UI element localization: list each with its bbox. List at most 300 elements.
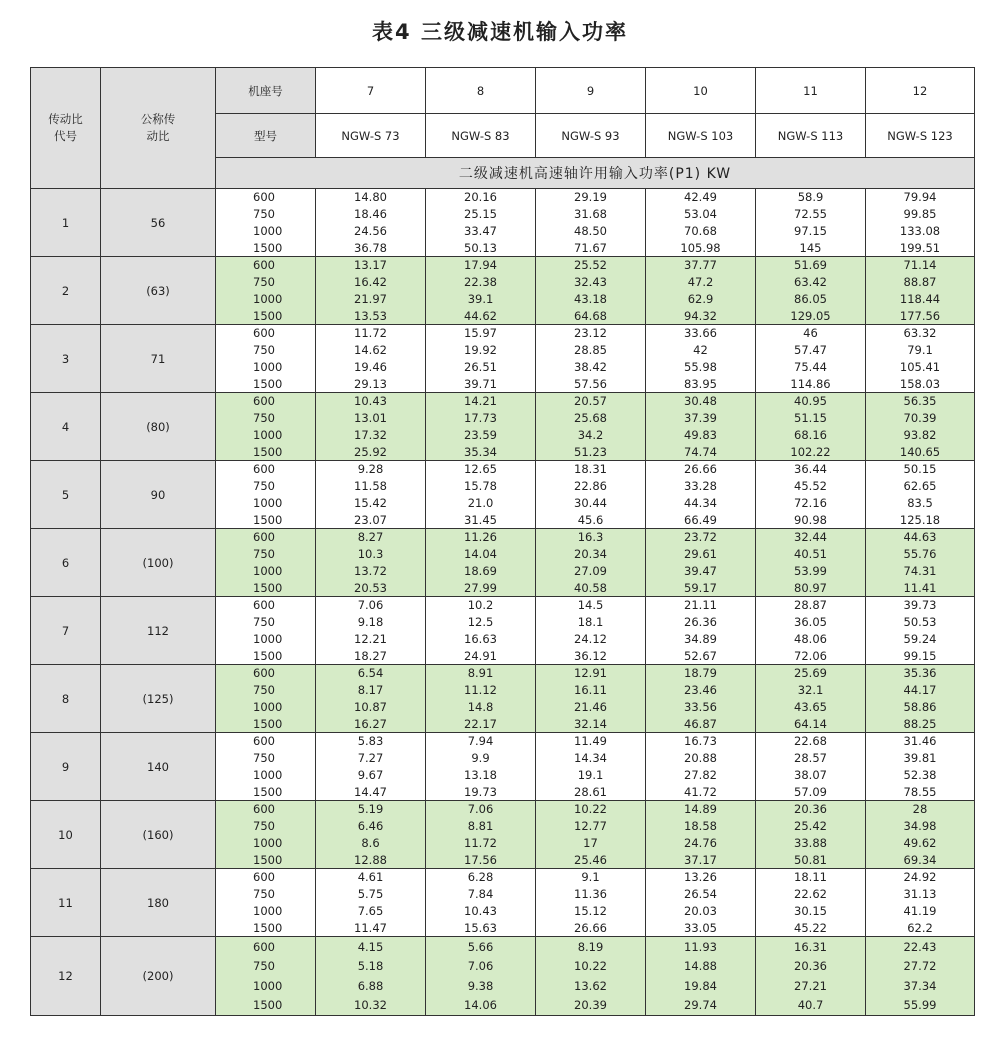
power-value-cell [866, 393, 975, 461]
table-row [31, 937, 975, 1016]
ratio-code-cell: 12 [31, 937, 101, 1016]
power-value: 129.05 [790, 308, 831, 323]
power-value-cell [756, 801, 866, 869]
power-value: 22.43 [903, 939, 937, 954]
power-value: 16.27 [354, 716, 387, 731]
header-model-73: NGW-S 73 [316, 114, 426, 158]
power-value: 27.09 [574, 563, 607, 578]
power-value: 13.01 [354, 411, 387, 426]
power-value: 24.12 [574, 631, 607, 646]
input-speed-cell [216, 461, 316, 529]
power-value: 55.76 [903, 547, 937, 562]
power-value: 28.61 [574, 784, 607, 799]
speed-value: 1500 [253, 784, 283, 799]
power-value: 11.72 [464, 835, 497, 850]
power-value: 12.21 [354, 631, 387, 646]
speed-value: 600 [253, 734, 275, 749]
power-value: 18.1 [577, 615, 604, 630]
nominal-ratio-cell: (80) [101, 393, 216, 461]
power-value: 24.76 [684, 835, 717, 850]
power-value: 105.98 [680, 240, 721, 255]
power-value: 37.34 [903, 978, 937, 993]
power-value: 22.38 [464, 275, 497, 290]
power-value: 25.15 [464, 207, 497, 222]
power-value-cell [316, 733, 426, 801]
ratio-code-cell: 1 [31, 189, 101, 257]
nominal-ratio-cell: 71 [101, 325, 216, 393]
power-value: 59.24 [903, 631, 937, 646]
ratio-code-cell: 7 [31, 597, 101, 665]
power-value: 34.98 [903, 819, 937, 834]
power-value-cell [316, 869, 426, 937]
power-value: 72.55 [794, 207, 827, 222]
table-row [31, 733, 975, 801]
power-value: 20.36 [794, 802, 827, 817]
nominal-ratio-cell: (200) [101, 937, 216, 1016]
power-value: 18.69 [464, 563, 497, 578]
power-value: 53.04 [684, 207, 717, 222]
power-value: 20.03 [684, 903, 717, 918]
speed-value: 1000 [253, 495, 283, 510]
power-value: 49.83 [684, 427, 717, 442]
power-value: 83.5 [907, 495, 933, 510]
power-value: 31.46 [903, 734, 937, 749]
power-value: 26.51 [464, 359, 497, 374]
power-value: 39.73 [903, 598, 937, 613]
power-value: 18.27 [354, 648, 387, 663]
header-model-113: NGW-S 113 [756, 114, 866, 158]
power-value-cell [316, 393, 426, 461]
power-value: 38.07 [794, 767, 827, 782]
power-value: 62.65 [903, 479, 937, 494]
speed-value: 750 [253, 751, 275, 766]
power-value: 10.32 [354, 998, 387, 1013]
power-value: 24.91 [464, 648, 497, 663]
power-value: 23.46 [684, 683, 717, 698]
page-title: 表4 三级减速机输入功率 [372, 20, 628, 44]
power-value-cell [646, 733, 756, 801]
power-value: 10.22 [574, 959, 607, 974]
power-value: 63.42 [794, 275, 827, 290]
power-value-cell [316, 189, 426, 257]
power-value: 33.47 [464, 223, 497, 238]
power-value: 90.98 [794, 512, 827, 527]
power-value: 47.2 [687, 275, 714, 290]
power-value: 39.81 [903, 751, 937, 766]
power-value: 46 [803, 326, 818, 341]
power-value: 23.07 [354, 512, 387, 527]
power-value: 57.56 [574, 376, 607, 391]
power-value-cell [646, 597, 756, 665]
power-value-cell [866, 461, 975, 529]
ratio-code-cell: 2 [31, 257, 101, 325]
power-value-cell [426, 257, 536, 325]
power-value: 11.36 [574, 887, 607, 902]
power-value: 21.97 [354, 291, 387, 306]
header-frame-10: 10 [646, 68, 756, 114]
power-value: 17.32 [354, 427, 387, 442]
power-value-cell [426, 461, 536, 529]
speed-value: 750 [253, 887, 275, 902]
power-value-cell [646, 393, 756, 461]
power-value: 8.27 [357, 530, 384, 545]
power-value-cell [756, 257, 866, 325]
speed-value: 1000 [253, 699, 283, 714]
power-value-cell [536, 801, 646, 869]
power-value: 13.17 [354, 258, 387, 273]
ratio-code-cell: 3 [31, 325, 101, 393]
input-speed-cell [216, 733, 316, 801]
power-value-cell [426, 529, 536, 597]
table-row [31, 189, 975, 257]
power-value-cell [756, 529, 866, 597]
power-value: 66.49 [684, 512, 717, 527]
table-row [31, 665, 975, 733]
power-value: 33.56 [684, 699, 717, 714]
power-value: 50.81 [794, 852, 827, 867]
power-value: 71.14 [903, 258, 937, 273]
speed-value: 1000 [253, 903, 283, 918]
power-value: 14.80 [354, 190, 387, 205]
power-value: 114.86 [790, 376, 831, 391]
power-value-cell [536, 461, 646, 529]
power-value-cell [646, 461, 756, 529]
power-value: 78.55 [903, 784, 937, 799]
nominal-ratio-cell: (125) [101, 665, 216, 733]
power-value-cell [536, 393, 646, 461]
power-value-cell [866, 801, 975, 869]
power-value: 38.42 [574, 359, 607, 374]
power-value-cell [536, 665, 646, 733]
input-speed-cell [216, 801, 316, 869]
power-value: 20.88 [684, 751, 717, 766]
power-value: 199.51 [899, 240, 941, 255]
speed-value: 1500 [253, 716, 283, 731]
power-value: 57.09 [794, 784, 827, 799]
power-value: 14.5 [577, 598, 604, 613]
speed-value: 600 [253, 939, 275, 954]
speed-value: 1500 [253, 444, 283, 459]
power-value-cell [646, 869, 756, 937]
power-value-cell [756, 393, 866, 461]
power-value: 26.66 [574, 920, 607, 935]
power-value-cell [646, 937, 756, 1016]
speed-value: 750 [253, 275, 275, 290]
speed-value: 600 [253, 598, 275, 613]
power-value-cell [316, 665, 426, 733]
power-value: 20.34 [574, 547, 607, 562]
power-value: 4.15 [357, 939, 384, 954]
power-value: 22.62 [794, 887, 827, 902]
power-value: 12.88 [354, 852, 387, 867]
power-value: 14.21 [464, 394, 497, 409]
power-value-cell [426, 597, 536, 665]
power-value: 7.84 [467, 887, 494, 902]
speed-value: 600 [253, 802, 275, 817]
power-value: 37.77 [684, 258, 717, 273]
power-value: 37.39 [684, 411, 717, 426]
power-value-cell [756, 461, 866, 529]
power-value: 22.86 [574, 479, 607, 494]
power-value: 29.61 [684, 547, 717, 562]
speed-value: 1000 [253, 835, 283, 850]
power-value: 19.92 [464, 343, 497, 358]
power-value: 49.62 [903, 835, 937, 850]
power-value: 16.31 [794, 939, 827, 954]
power-value: 8.91 [467, 666, 494, 681]
speed-value: 1500 [253, 240, 283, 255]
power-value: 51.15 [794, 411, 827, 426]
power-value: 28.87 [794, 598, 827, 613]
power-value: 56.35 [903, 394, 937, 409]
power-value: 28 [912, 802, 928, 817]
speed-value: 1000 [253, 631, 283, 646]
power-value: 52.38 [903, 767, 937, 782]
speed-value: 1500 [253, 852, 283, 867]
power-value-cell [646, 801, 756, 869]
power-value: 15.78 [464, 479, 497, 494]
power-value: 10.2 [467, 598, 494, 613]
power-value: 39.71 [464, 376, 497, 391]
power-value: 50.13 [464, 240, 497, 255]
power-value: 13.18 [464, 767, 497, 782]
ratio-code-cell: 8 [31, 665, 101, 733]
table-subtitle: 二级减速机高速轴许用输入功率(P1) KW [216, 158, 975, 189]
power-value: 8.17 [357, 683, 384, 698]
power-value: 44.62 [464, 308, 497, 323]
power-value: 41.19 [903, 903, 937, 918]
power-value-cell [316, 325, 426, 393]
nominal-ratio-cell: 180 [101, 869, 216, 937]
power-value: 12.65 [464, 462, 497, 477]
power-value: 15.63 [464, 920, 497, 935]
power-value: 41.72 [684, 784, 717, 799]
power-value: 11.58 [354, 479, 387, 494]
power-value: 133.08 [899, 223, 941, 238]
power-value: 14.47 [354, 784, 387, 799]
power-value: 70.68 [684, 223, 717, 238]
speed-value: 600 [253, 258, 275, 273]
power-value: 39.47 [684, 563, 717, 578]
power-value: 22.68 [794, 734, 827, 749]
power-value: 8.81 [467, 819, 494, 834]
power-value: 7.94 [467, 734, 494, 749]
speed-value: 600 [253, 666, 275, 681]
header-model-123: NGW-S 123 [866, 114, 975, 158]
power-value: 13.26 [684, 870, 717, 885]
power-value: 35.34 [464, 444, 497, 459]
input-speed-cell [216, 597, 316, 665]
table-row [31, 529, 975, 597]
power-value: 36.78 [354, 240, 387, 255]
power-value: 63.32 [903, 326, 937, 341]
power-value-cell [866, 937, 975, 1016]
power-value: 18.46 [354, 207, 387, 222]
power-value-cell [756, 937, 866, 1016]
power-value: 32.44 [794, 530, 827, 545]
power-value: 25.46 [574, 852, 607, 867]
power-value: 18.79 [684, 666, 717, 681]
input-speed-cell [216, 189, 316, 257]
power-value: 32.14 [574, 716, 607, 731]
power-value: 94.32 [684, 308, 717, 323]
ratio-code-cell: 5 [31, 461, 101, 529]
power-value-cell [866, 665, 975, 733]
input-speed-cell [216, 257, 316, 325]
power-value: 11.26 [464, 530, 497, 545]
power-value: 93.82 [903, 427, 937, 442]
nominal-ratio-cell: (63) [101, 257, 216, 325]
power-value: 125.18 [899, 512, 941, 527]
power-value: 22.17 [464, 716, 497, 731]
header-ratio: 公称传 动比 [101, 68, 216, 189]
power-value-cell [316, 461, 426, 529]
power-value: 14.89 [684, 802, 717, 817]
power-value: 20.16 [464, 190, 497, 205]
power-value: 75.44 [794, 359, 827, 374]
power-value: 17.73 [464, 411, 497, 426]
power-value: 79.94 [903, 190, 937, 205]
power-value-cell [646, 665, 756, 733]
power-value: 51.69 [794, 258, 827, 273]
speed-value: 600 [253, 190, 275, 205]
power-value: 140.65 [899, 444, 941, 459]
power-value: 40.51 [794, 547, 827, 562]
power-value: 86.05 [794, 291, 827, 306]
speed-value: 1500 [253, 998, 283, 1013]
nominal-ratio-cell: (100) [101, 529, 216, 597]
header-model-93: NGW-S 93 [536, 114, 646, 158]
power-value: 19.1 [577, 767, 604, 782]
power-value: 43.18 [574, 291, 607, 306]
power-value: 6.28 [467, 870, 494, 885]
power-value: 27.21 [794, 978, 827, 993]
power-value: 5.19 [357, 802, 384, 817]
power-value-cell [426, 733, 536, 801]
speed-value: 1000 [253, 427, 283, 442]
power-value: 102.22 [790, 444, 831, 459]
power-value-cell [536, 189, 646, 257]
table-row [31, 801, 975, 869]
power-value: 45.22 [794, 920, 827, 935]
power-value: 42.49 [684, 190, 717, 205]
power-value: 33.88 [794, 835, 827, 850]
power-value: 25.92 [354, 444, 387, 459]
power-value: 27.82 [684, 767, 717, 782]
speed-value: 750 [253, 343, 275, 358]
ratio-code-cell: 6 [31, 529, 101, 597]
power-value: 18.58 [684, 819, 717, 834]
header-frame-11: 11 [756, 68, 866, 114]
power-value-cell [646, 189, 756, 257]
nominal-ratio-cell: 90 [101, 461, 216, 529]
power-value: 6.46 [357, 819, 384, 834]
power-value-cell [426, 189, 536, 257]
speed-value: 1000 [253, 223, 283, 238]
power-value: 11.93 [684, 939, 717, 954]
speed-value: 750 [253, 683, 275, 698]
power-value: 10.43 [354, 394, 387, 409]
power-value: 69.34 [903, 852, 937, 867]
power-value: 7.65 [357, 903, 384, 918]
power-value-cell [866, 189, 975, 257]
power-value: 55.99 [903, 998, 937, 1013]
power-value: 14.88 [684, 959, 717, 974]
power-value: 17.56 [464, 852, 497, 867]
power-value: 16.63 [464, 631, 497, 646]
power-value: 68.16 [794, 427, 827, 442]
power-value-cell [866, 325, 975, 393]
power-value: 25.68 [574, 411, 607, 426]
power-value: 53.99 [794, 563, 827, 578]
power-value: 5.18 [357, 959, 384, 974]
power-value-cell [316, 257, 426, 325]
speed-value: 600 [253, 462, 275, 477]
power-value: 83.95 [684, 376, 717, 391]
power-value-cell [866, 529, 975, 597]
speed-value: 1000 [253, 978, 283, 993]
speed-value: 1500 [253, 512, 283, 527]
power-value: 71.67 [574, 240, 607, 255]
power-value: 16.3 [577, 530, 604, 545]
power-value: 20.36 [794, 959, 827, 974]
power-value: 10.22 [574, 802, 607, 817]
input-speed-cell [216, 393, 316, 461]
nominal-ratio-cell: 140 [101, 733, 216, 801]
power-value-cell [866, 257, 975, 325]
speed-value: 750 [253, 479, 275, 494]
power-value: 13.72 [354, 563, 387, 578]
power-value: 45.52 [794, 479, 827, 494]
nominal-ratio-cell: (160) [101, 801, 216, 869]
power-value: 10.43 [464, 903, 497, 918]
power-value: 177.56 [899, 308, 941, 323]
power-value: 14.8 [467, 699, 494, 714]
power-value: 72.16 [794, 495, 827, 510]
power-value: 13.53 [354, 308, 387, 323]
power-value: 58.86 [903, 699, 937, 714]
power-value: 20.57 [574, 394, 607, 409]
power-value: 19.84 [684, 978, 717, 993]
power-value: 42 [693, 343, 708, 358]
power-value: 14.62 [354, 343, 387, 358]
power-value: 15.42 [354, 495, 387, 510]
power-value: 145 [799, 240, 822, 255]
power-value: 10.3 [357, 547, 384, 562]
power-value-cell [316, 937, 426, 1016]
power-value: 64.14 [794, 716, 827, 731]
power-value: 9.1 [581, 870, 600, 885]
power-value-cell [536, 937, 646, 1016]
power-value: 5.83 [357, 734, 384, 749]
speed-value: 600 [253, 530, 275, 545]
power-table [30, 67, 975, 1016]
power-value: 6.88 [357, 978, 384, 993]
speed-value: 1500 [253, 376, 283, 391]
power-value-cell [756, 665, 866, 733]
power-value: 20.53 [354, 580, 387, 595]
power-value: 99.15 [903, 648, 937, 663]
power-value: 12.5 [467, 615, 494, 630]
input-speed-cell [216, 529, 316, 597]
power-value: 26.66 [684, 462, 717, 477]
power-value-cell [536, 529, 646, 597]
power-value: 9.67 [357, 767, 384, 782]
power-value-cell [426, 665, 536, 733]
input-speed-cell [216, 325, 316, 393]
power-value: 11.49 [574, 734, 607, 749]
speed-value: 750 [253, 207, 275, 222]
